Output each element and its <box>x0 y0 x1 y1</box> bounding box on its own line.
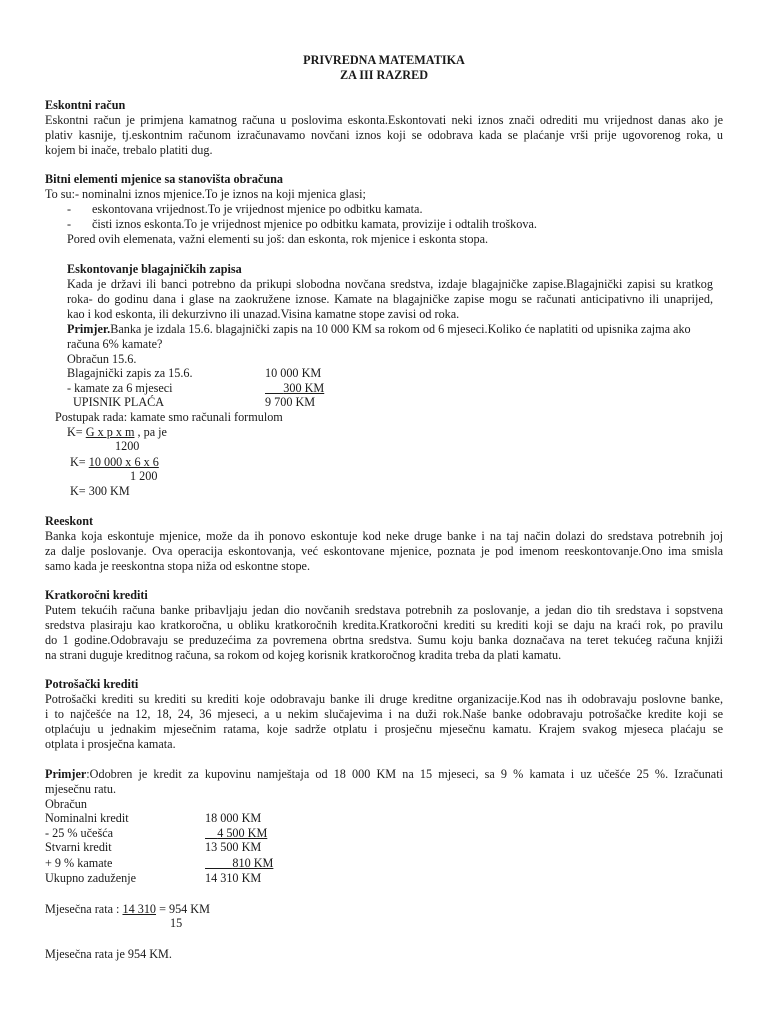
example-text: Banka je izdala 15.6. blagajnički zapis na 10 000 KM sa rokom od 6 mjeseci.Koliko će naplatiti od upisnika zajma ako <box>110 322 691 336</box>
paragraph-line: sredstva plasiraju kao kratkoročna, u obliku kratkoročnih kredita.Kratkoročni krediti su krediti koji se daju na kraći rok, po pravilu <box>45 618 723 632</box>
formula-denominator: 1 200 <box>130 469 158 483</box>
bullet-item: eskontovana vrijednost.To je vrijednost mjenice po odbitku kamata. <box>92 202 423 216</box>
paragraph-line: otplaćuju u jednakim mjesečnim ratama, koje sadrže otplatu i prosječnu mjesečnu kamatu. Krajem svakog mjeseca plaćaju se <box>45 722 723 736</box>
bullet-dash: - <box>67 217 72 231</box>
section-heading-potrosacki-krediti: Potrošački krediti <box>45 677 139 691</box>
example-label: Primjer. <box>67 322 111 336</box>
bullet-dash: - <box>67 202 72 216</box>
calc-row-value: 300 KM <box>283 381 325 395</box>
calc-label: Obračun <box>45 797 87 811</box>
formula-numerator: 10 000 x 6 x 6 <box>88 455 159 469</box>
paragraph-line: Banka koja eskontuje mjenice, može da ih ponovo eskontuje kod neke druge banke i na taj način dolazi do sredstava potrebnih joj <box>45 529 723 543</box>
rate-numerator: 14 310 <box>122 902 157 916</box>
section-heading-blagajnicki-zapisi: Eskontovanje blagajničkih zapisa <box>67 262 242 276</box>
calc-row-label: Ukupno zaduženje <box>45 871 137 885</box>
paragraph-line: samo kada je reeskontna stopa niža od eskontne stope. <box>45 559 311 573</box>
calc-row-value: 9 700 KM <box>265 395 316 409</box>
formula-result: K= 300 KM <box>70 484 130 498</box>
rate-formula: Mjesečna rata : 14 310 = 954 KM <box>45 902 210 916</box>
calc-label: Obračun 15.6. <box>67 352 137 366</box>
calc-row-label: Stvarni kredit <box>45 840 112 854</box>
bullet-item: čisti iznos eskonta.To je vrijednost mjenice po odbitku kamata, provizije i odtalih troškova. <box>92 217 537 231</box>
procedure-text: Postupak rada: kamate smo računali formulom <box>55 410 283 424</box>
paragraph-line: kojem bi inače, trebalo platiti dug. <box>45 143 213 157</box>
example-line-2: računa 6% kamate? <box>67 337 163 351</box>
paragraph-line: i to najčešće na 12, 18, 24, 36 mjeseci, a u nekim slučajevima i na duži rok.Naše banke odobravaju potrošačke kredite koji se <box>45 707 723 721</box>
formula-line: K= 10 000 x 6 x 6 <box>70 455 159 469</box>
example-label: Primjer <box>45 767 87 781</box>
section-heading-reeskont: Reeskont <box>45 514 94 528</box>
conclusion-text: Mjesečna rata je 954 KM. <box>45 947 172 961</box>
paragraph-line: plativ kasnije, tj.eskontnim računom izračunavamo novčani iznos koji se odobrava kada se plaćanje vrši prije ugovorenog roka, u <box>45 128 723 142</box>
calc-row-value: 10 000 KM <box>265 366 322 380</box>
rate-denominator: 15 <box>170 916 183 930</box>
paragraph-line: do 1 godine.Odobravaju se preduzećima za povremena obrtna sredstva. Sumu koju banka doznačava na teret tekućeg računa knjiži <box>45 633 723 647</box>
paragraph-line: Putem tekućih računa banke pribavljaju jedan dio novčanih sredstava potrebnih za poslovanje, a jedan dio tih sredstava i sopstvena <box>45 603 723 617</box>
document-subtitle: ZA III RAZRED <box>339 68 429 82</box>
calc-row-label: Nominalni kredit <box>45 811 129 825</box>
calc-row-value: 13 500 KM <box>205 840 262 854</box>
paragraph-line: kao i kod eskonta, ili dekurzivno ili unazad.Visina kamatne stope zavisi od roka. <box>67 307 460 321</box>
document-title: PRIVREDNA MATEMATIKA <box>303 53 465 67</box>
paragraph-line: roka- do godinu dana i glase na zaokružene iznose. Kamate na blagajničke zapise mogu se računati anticipativno ili unaprijed, <box>67 292 713 306</box>
calc-row-label: + 9 % kamate <box>45 856 113 870</box>
calc-row-value: 18 000 KM <box>205 811 262 825</box>
calc-row-value: 810 KM <box>232 856 274 870</box>
example-line <box>67 322 691 336</box>
example-line-2: mjesečnu ratu. <box>45 782 117 796</box>
example-line <box>45 767 723 781</box>
paragraph-line: otplata i prosječna kamata. <box>45 737 176 751</box>
paragraph-line: za dalje poslovanje. Ova operacija eskontovanja, već eskontovane mjenice, poznata je pod imenom reeskontovanje.Ono ima smisla <box>45 544 723 558</box>
paragraph-line: Kada je državi ili banci potrebno da prikupi slobodna novčana sredstva, izdaje blagajničke zapise.Blagajnički zapisi su kratkog <box>67 277 713 291</box>
example-text: :Odobren je kredit za kupovinu namještaja od 18 000 KM na 15 mjeseci, sa 9 % kamata i uz učešće 25 %. Izračunati <box>86 767 723 781</box>
formula-numerator: G x p x m <box>85 425 135 439</box>
formula-line: K= G x p x m , pa je <box>67 425 167 439</box>
section-heading-eskontni-racun: Eskontni račun <box>45 98 126 112</box>
elements-intro: To su:- nominalni iznos mjenice.To je iznos na koji mjenica glasi; <box>45 187 366 201</box>
calc-row-value: 4 500 KM <box>217 826 268 840</box>
elements-outro: Pored ovih elemenata, važni elementi su još: dan eskonta, rok mjenice i eskonta stopa. <box>67 232 489 246</box>
calc-row-value: 14 310 KM <box>205 871 262 885</box>
section-heading-kratkorocni-krediti: Kratkoročni krediti <box>45 588 148 602</box>
formula-denominator: 1200 <box>115 439 140 453</box>
paragraph-line: Potrošački krediti su krediti su krediti koje odobravaju banke ili druge kreditne organizacije.Kod nas ih odobravaju poslovne banke, <box>45 692 723 706</box>
paragraph-line: Eskontni račun je primjena kamatnog računa u poslovima eskonta.Eskontovati neki iznos znači odrediti mu vrijednost danas ako je <box>45 113 723 127</box>
calc-row-label: UPISNIK PLAĆA <box>73 395 165 409</box>
calc-row-label: - 25 % učešća <box>45 826 114 840</box>
paragraph-line: na strani duguje kreditnog računa, sa rokom od kojeg korisnik kratkoročnog kradita treba da plati kamatu. <box>45 648 562 662</box>
calc-row-label: - kamate za 6 mjeseci <box>67 381 173 395</box>
section-heading-bitni-elementi: Bitni elementi mjenice sa stanovišta obračuna <box>45 172 283 186</box>
calc-row-label: Blagajnički zapis za 15.6. <box>67 366 193 380</box>
